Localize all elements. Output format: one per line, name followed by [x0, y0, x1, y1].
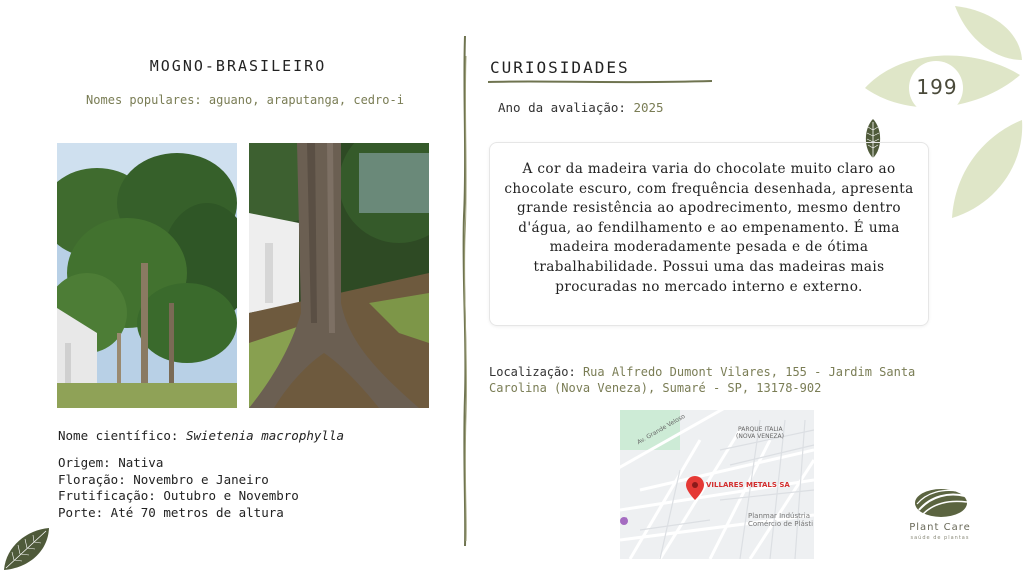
title-underline: [488, 78, 712, 86]
scientific-label: Nome científico:: [58, 428, 179, 443]
fact-fruiting: Frutificação: Outubro e Novembro: [58, 488, 299, 503]
corner-leaf-icon: [2, 526, 52, 572]
tree-photo-canopy: [57, 143, 237, 408]
brand-name: Plant Care: [909, 522, 971, 533]
year-label: Ano da avaliação:: [498, 100, 626, 115]
plant-care-logo-icon: [913, 486, 969, 520]
section-title: CURIOSIDADES: [490, 58, 630, 77]
scientific-name: Swietenia macrophylla: [185, 428, 344, 443]
vertical-divider: [459, 36, 471, 546]
scientific-name-line: [58, 428, 344, 443]
description-card: [489, 142, 929, 326]
brand-tagline: saúde de plantas: [910, 535, 970, 541]
facts-list: [58, 455, 299, 521]
map-street-label: Av. Grande Veloso: [636, 412, 687, 447]
tree-photo-trunk: [249, 143, 429, 408]
fact-flowering: Floração: Novembro e Janeiro: [58, 471, 269, 487]
map-district-label-2: (NOVA VENEZA): [736, 433, 784, 440]
page-number: 199: [916, 75, 958, 99]
popular-names: Nomes populares: aguano, araputanga, cedro-i: [86, 93, 404, 107]
description-text: A cor da madeira varia do chocolate muito claro ao chocolate escuro, com frequência desenhada, apresenta grande resistência ao apodrecimento, mesmo dentro d'água, ao fendilhamento e ao empenamento. É uma madeira moderadamente pesada e de ótima trabalhabilidade. Possui uma das madeiras mais procuradas no mercado interno e externo.: [504, 161, 914, 295]
location: [489, 365, 969, 396]
location-label: Localização:: [489, 365, 576, 379]
year-value: 2025: [633, 100, 664, 115]
map-pin-label: VILLARES METALS SA: [706, 481, 790, 489]
fact-size: Porte: Até 70 metros de altura: [58, 504, 284, 520]
map-place-label-2: Comércio de Plásti: [748, 520, 814, 528]
map-district-label-1: PARQUE ITALIA: [738, 426, 783, 433]
map-edge-label: sil: [620, 517, 628, 525]
fact-origin: Origem: Nativa: [58, 455, 164, 470]
species-title: MOGNO-BRASILEIRO: [149, 57, 327, 75]
location-value: Rua Alfredo Dumont Vilares, 155 - Jardim Santa Carolina (Nova Veneza), Sumaré - SP, 13178-902: [489, 365, 916, 395]
evaluation-year: [498, 100, 664, 115]
location-map[interactable]: [620, 410, 814, 559]
map-place-label-1: Planmar Indústria: [748, 512, 810, 520]
